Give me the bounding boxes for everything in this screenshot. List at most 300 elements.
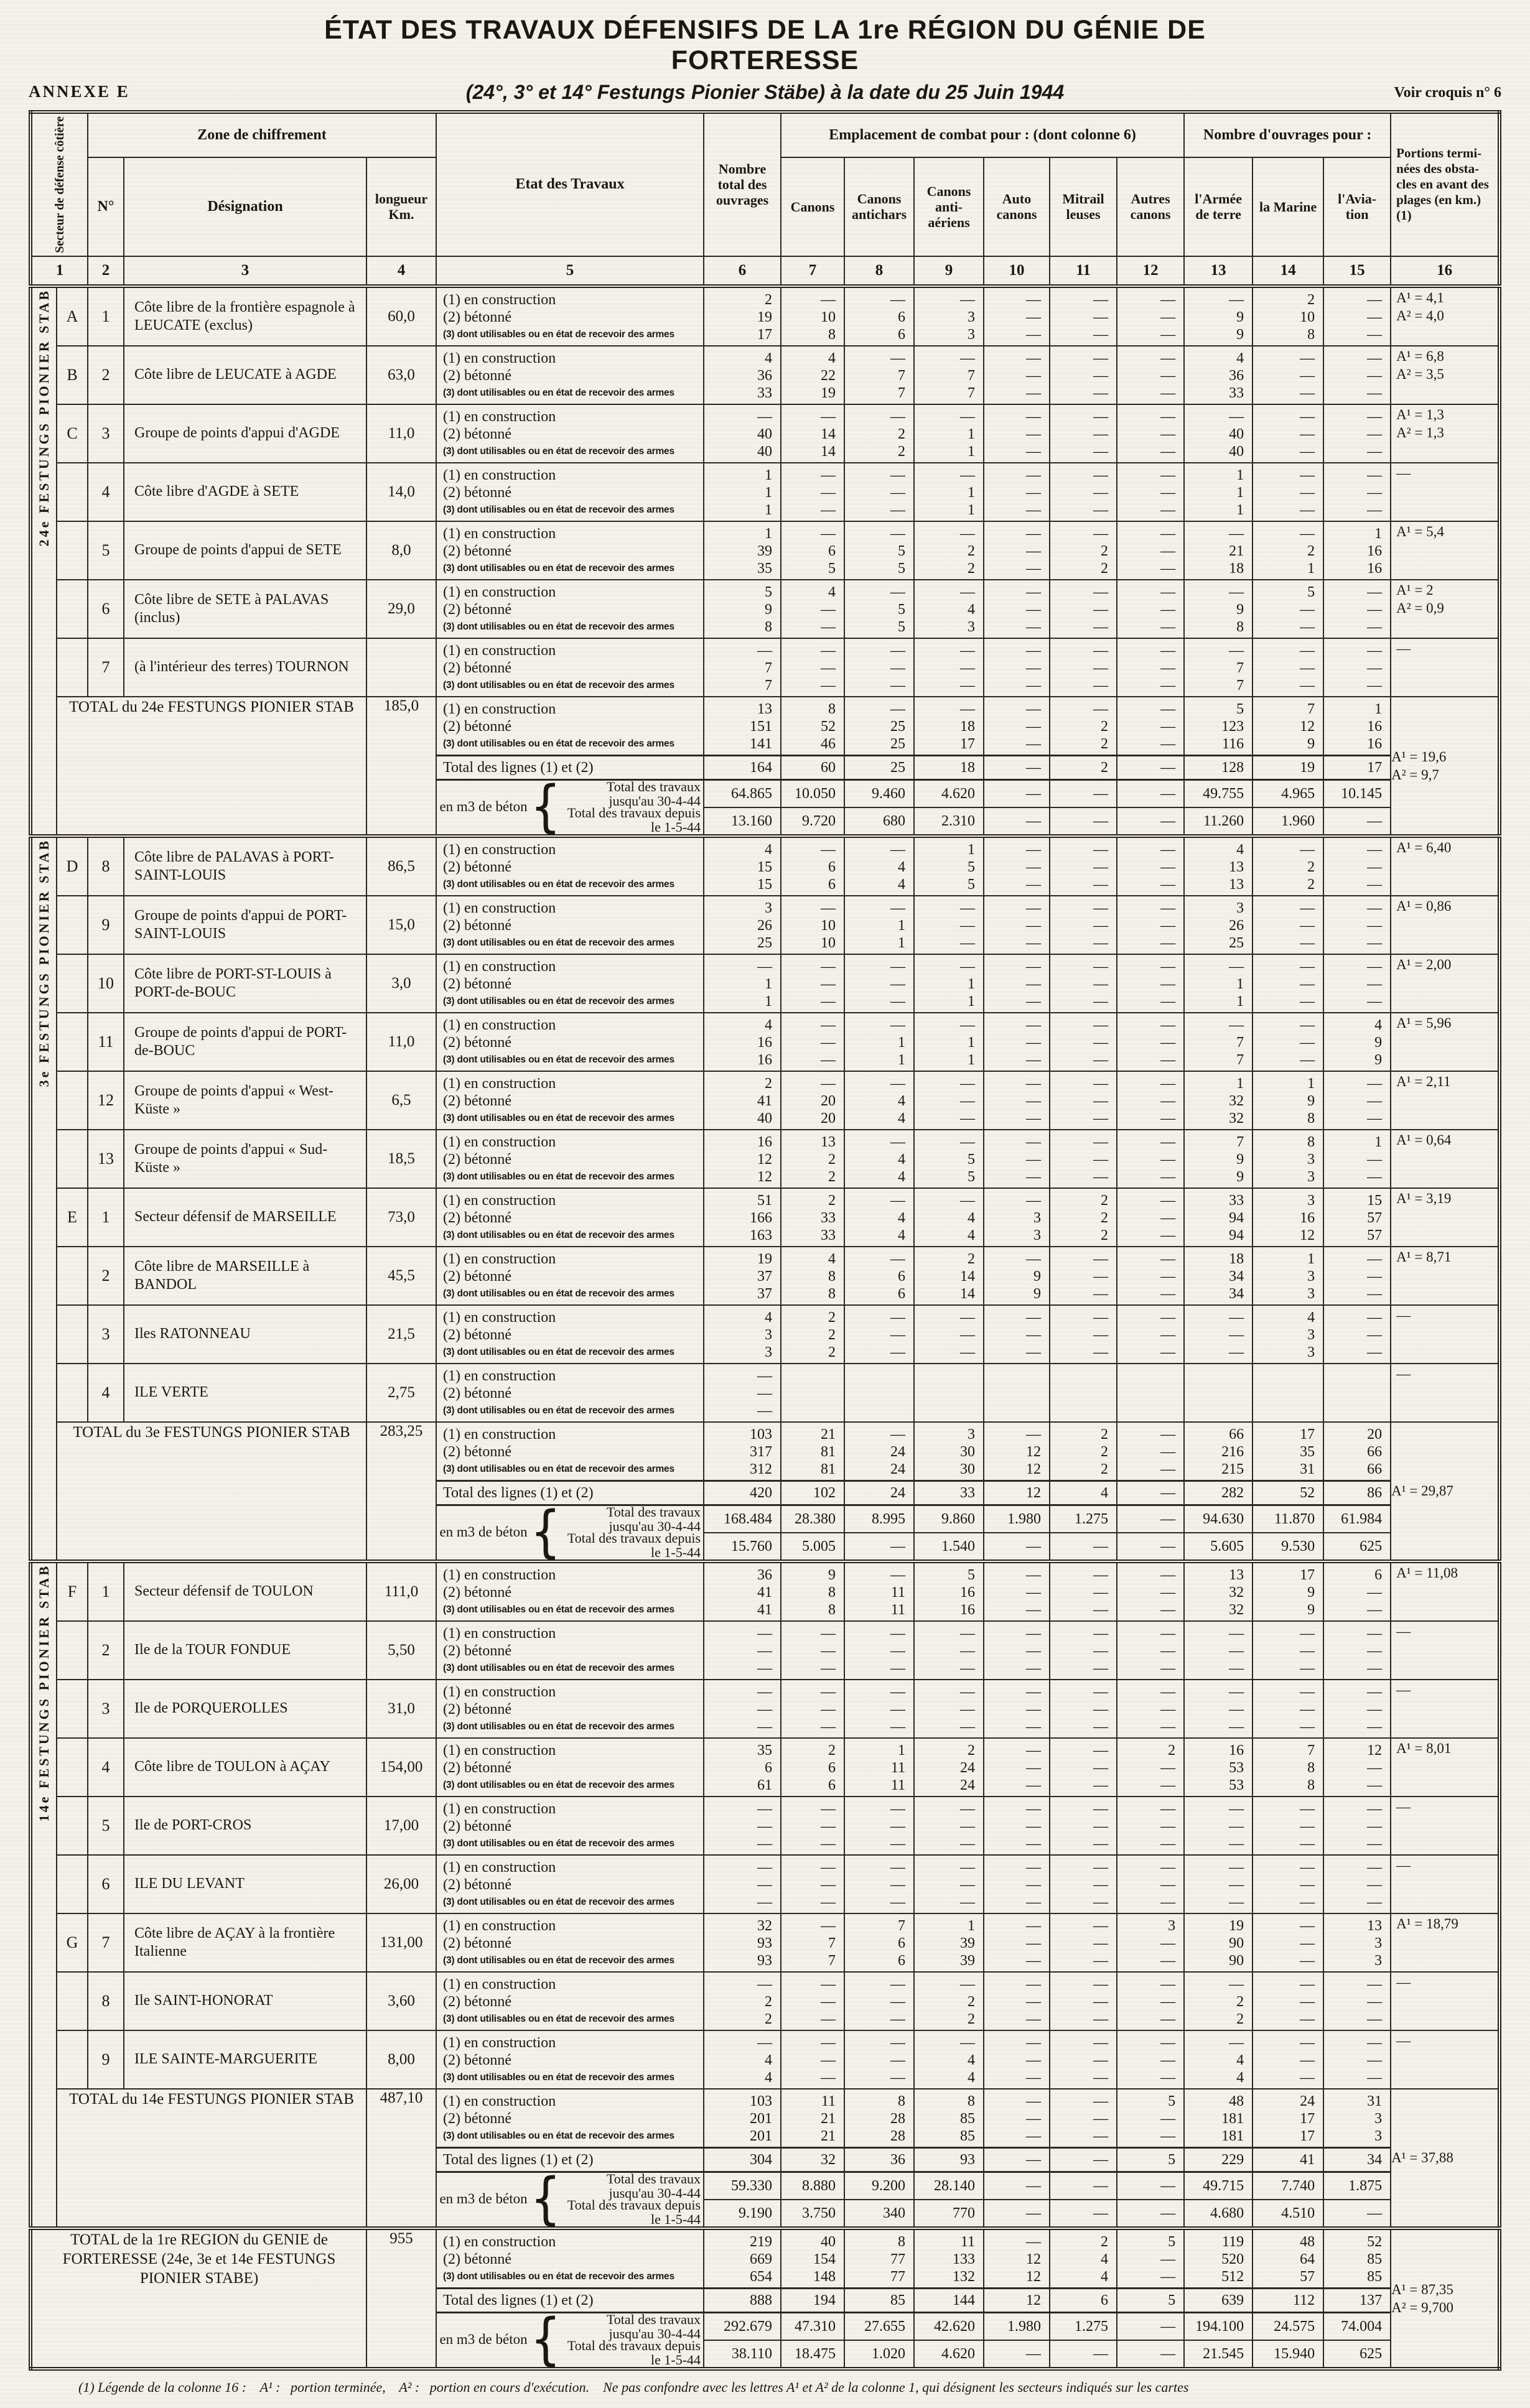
- value-cell: [1117, 1913, 1184, 1972]
- col-num-9: 9: [914, 256, 984, 286]
- m3-jusqu-value: 24.575: [1253, 2313, 1323, 2341]
- brace-icon: {: [530, 2167, 561, 2231]
- m3-depuis-value: 15.940: [1274, 2345, 1315, 2362]
- value: 1: [1374, 1133, 1383, 1150]
- value: 16: [1300, 1209, 1315, 1226]
- zone-row: [30, 1130, 1500, 1188]
- value: 166: [750, 1209, 773, 1226]
- value: —: [1160, 1660, 1176, 1676]
- value-cell: [1252, 1972, 1323, 2030]
- etat-line-betonne: (2) bétonné: [443, 1209, 511, 1226]
- value: 93: [757, 1952, 773, 1969]
- value: —: [1093, 467, 1109, 483]
- zone-length: [366, 638, 436, 697]
- m3-jusqu-value: —: [1117, 1506, 1183, 1533]
- value: —: [960, 1894, 976, 1910]
- header-canons: Canons: [781, 157, 844, 256]
- stab-label-cell: [30, 1561, 57, 2228]
- portions-cell: [1391, 580, 1500, 638]
- value: —: [960, 1876, 976, 1893]
- value: —: [1160, 1566, 1176, 1583]
- value: 154: [813, 2251, 836, 2267]
- value: —: [1160, 1461, 1176, 1477]
- value: —: [1093, 1993, 1109, 2010]
- value: —: [1229, 1818, 1244, 1834]
- value: —: [1026, 2011, 1042, 2027]
- m3-jusqu-value: 292.679: [704, 2313, 780, 2341]
- zone-number: 4: [88, 463, 124, 521]
- portion-value: A¹ = 37,88: [1391, 2150, 1453, 2166]
- m3-jusqu-value: 9.460: [845, 781, 913, 808]
- total-length: 185,0: [366, 697, 436, 836]
- value-cell: [1184, 1855, 1252, 1913]
- value: 3: [765, 1344, 773, 1360]
- etat-cell: [436, 521, 704, 580]
- value: —: [1026, 291, 1042, 308]
- total-row: [30, 2089, 1500, 2228]
- value: 36: [757, 1566, 773, 1583]
- value: 16: [1367, 542, 1383, 559]
- value: —: [1367, 2011, 1383, 2027]
- value: —: [1093, 1952, 1109, 1969]
- total-lignes-value: 34: [1324, 2147, 1390, 2173]
- value: —: [960, 1642, 976, 1659]
- value: 51: [757, 1192, 773, 1209]
- value-cell: [844, 1855, 914, 1913]
- m3-depuis-value: 3.750: [802, 2205, 836, 2221]
- m3-depuis-label: Total des travaux depuis le 1-5-44: [567, 2337, 701, 2368]
- value: 5: [968, 1168, 976, 1185]
- value-cell: [704, 580, 781, 638]
- value: —: [757, 1385, 773, 1402]
- value-cell: [914, 1013, 984, 1071]
- value: 15: [757, 876, 773, 893]
- sector-letter: [57, 638, 88, 697]
- total-value-cell: [844, 2228, 914, 2369]
- zone-row: [30, 1188, 1500, 1247]
- value: 12: [1026, 2251, 1042, 2267]
- portions-cell: [1391, 2089, 1500, 2228]
- value-cell: [1323, 954, 1391, 1013]
- value: —: [1229, 583, 1244, 600]
- value: 1: [765, 525, 773, 542]
- cell: [984, 2230, 1049, 2287]
- value: [1117, 1402, 1183, 1420]
- portions-cell: [1391, 2228, 1500, 2369]
- etat-line-betonne: (2) bétonné: [443, 1818, 511, 1834]
- stab-label: 14e FESTUNGS PIONIER STAB: [36, 1563, 52, 1822]
- portion-value: —: [1396, 1681, 1411, 1698]
- value: —: [960, 1859, 976, 1876]
- value: —: [757, 1718, 773, 1735]
- cell: [915, 1423, 983, 1480]
- m3-depuis-value: —: [1026, 812, 1042, 829]
- value-cell: [1323, 404, 1391, 463]
- value: [1185, 1402, 1252, 1420]
- total-lignes-value: 12: [984, 1480, 1049, 1506]
- m3-depuis-value: —: [1026, 1538, 1042, 1555]
- value: [1117, 1385, 1183, 1402]
- value: —: [821, 1818, 836, 1834]
- m3-jusqu-value: 8.880: [781, 2173, 844, 2200]
- value: 12: [1026, 1461, 1042, 1477]
- portion-value: A¹ = 0,64: [1396, 1132, 1452, 1148]
- cell: [1253, 2230, 1323, 2287]
- portions-cell: [1391, 954, 1500, 1013]
- value: 4: [968, 601, 976, 618]
- cell: [1050, 2090, 1116, 2147]
- portion-value: —: [1396, 2032, 1411, 2048]
- value: —: [890, 1133, 906, 1150]
- value: 12: [757, 1151, 773, 1168]
- zone-number: 4: [88, 1364, 124, 1422]
- value: —: [1093, 384, 1109, 401]
- etat-line-utilisables: (3) dont utilisables ou en état de recevoir des armes: [443, 1229, 674, 1240]
- value: —: [821, 1800, 836, 1817]
- portions-cell: [1391, 2030, 1500, 2089]
- total-lignes-value: 60: [781, 755, 844, 781]
- etat-line-betonne: (2) bétonné: [443, 1268, 511, 1285]
- value-cell: [1050, 1188, 1117, 1247]
- cell: [1050, 1423, 1116, 1480]
- value: 26: [757, 917, 773, 934]
- value: 1: [968, 1051, 976, 1068]
- m3-jusqu-value: 10.145: [1324, 781, 1390, 808]
- value: 12: [757, 1168, 773, 1185]
- value: —: [1367, 1835, 1383, 1852]
- value-cell: [914, 2030, 984, 2089]
- value: 36: [1229, 367, 1244, 384]
- value-cell: [781, 1305, 844, 1364]
- value-cell: [1252, 404, 1323, 463]
- portion-value: A¹ = 8,01: [1396, 1740, 1452, 1756]
- value-cell: [704, 1247, 781, 1305]
- cell: [704, 2090, 780, 2147]
- zone-number: 2: [88, 346, 124, 404]
- total-value-cell: [914, 1422, 984, 1561]
- value: —: [1093, 1075, 1109, 1092]
- value-cell: [914, 638, 984, 697]
- value: —: [960, 1625, 976, 1642]
- value: 3: [765, 1326, 773, 1343]
- value: —: [1093, 484, 1109, 501]
- value: [1185, 1367, 1252, 1385]
- value: —: [1367, 1701, 1383, 1718]
- zone-number: 8: [88, 1972, 124, 2030]
- value: 3: [1307, 1326, 1315, 1343]
- m3-jusqu-value: 49.755: [1185, 781, 1252, 808]
- value: 7: [968, 367, 976, 384]
- sector-letter: [57, 1621, 88, 1680]
- value: —: [1026, 1566, 1042, 1583]
- m3-depuis-value: 340: [883, 2205, 906, 2221]
- value: [781, 1367, 844, 1385]
- m3-jusqu-label: Total des travaux jusqu'au 30-4-44: [606, 1504, 701, 1534]
- zone-length: 14,0: [366, 463, 436, 521]
- value: 39: [960, 1952, 976, 1969]
- header-auto-canons: Auto canons: [984, 157, 1050, 256]
- value: —: [890, 700, 906, 717]
- value-cell: [1117, 1561, 1184, 1621]
- value: —: [1160, 1835, 1176, 1852]
- value: —: [1026, 1250, 1042, 1267]
- etat-line-betonne: (2) bétonné: [443, 659, 511, 676]
- etat-line-construction: (1) en construction: [443, 1367, 556, 1384]
- value: —: [1300, 975, 1315, 992]
- value-cell: [914, 1305, 984, 1364]
- value: 1: [968, 1917, 976, 1934]
- value: —: [1160, 601, 1176, 618]
- etat-line-utilisables: (3) dont utilisables ou en état de recevoir des armes: [443, 2130, 674, 2141]
- value: —: [1300, 2034, 1315, 2051]
- value-cell: [781, 1561, 844, 1621]
- value: —: [890, 291, 906, 308]
- value: —: [1300, 1917, 1315, 1934]
- value: —: [1160, 1976, 1176, 1992]
- value: —: [890, 408, 906, 425]
- value: —: [1026, 1800, 1042, 1817]
- value: —: [1160, 735, 1176, 752]
- value: 1: [765, 501, 773, 518]
- value: 9: [1307, 1601, 1315, 1618]
- value: 8: [828, 326, 836, 343]
- value-cell: [781, 1913, 844, 1972]
- value: —: [1026, 367, 1042, 384]
- stab-label-cell: [30, 286, 57, 836]
- value: 3: [1307, 1168, 1315, 1185]
- value: —: [1093, 1110, 1109, 1127]
- value-cell: [1050, 1305, 1117, 1364]
- value: 20: [821, 1110, 836, 1127]
- value: 19: [821, 384, 836, 401]
- value: 2: [765, 1075, 773, 1092]
- value: 520: [1221, 2251, 1244, 2267]
- value: —: [1093, 326, 1109, 343]
- value: —: [1093, 700, 1109, 717]
- etat-line-construction: (1) en construction: [443, 350, 556, 366]
- value-cell: [704, 346, 781, 404]
- zone-row: [30, 1621, 1500, 1680]
- value-cell: [984, 286, 1050, 346]
- value: —: [821, 1894, 836, 1910]
- value: —: [757, 1800, 773, 1817]
- m3-block: [437, 774, 703, 839]
- m3-depuis-value: 680: [883, 812, 906, 829]
- total-length: 955: [366, 2228, 436, 2369]
- value: 7: [898, 367, 906, 384]
- value: —: [890, 1660, 906, 1676]
- m3-jusqu-value: 94.630: [1185, 1506, 1252, 1533]
- zone-length: 8,00: [366, 2030, 436, 2089]
- value: 66: [1367, 1461, 1383, 1477]
- value-cell: [984, 521, 1050, 580]
- value: —: [1160, 958, 1176, 975]
- zone-designation: Ile SAINT-HONORAT: [124, 1972, 366, 2030]
- zone-designation: Côte libre de PALAVAS à PORT-SAINT-LOUIS: [124, 836, 366, 896]
- value: 1: [765, 975, 773, 992]
- value: —: [960, 1835, 976, 1852]
- value: —: [1229, 1625, 1244, 1642]
- value: —: [1093, 1894, 1109, 1910]
- sector-letter: [57, 1972, 88, 2030]
- portions-cell: [1391, 638, 1500, 697]
- m3-jusqu-label: Total des travaux jusqu'au 30-4-44: [606, 778, 701, 809]
- value: —: [1300, 1034, 1315, 1051]
- etat-line-betonne: (2) bétonné: [443, 2251, 511, 2267]
- portion-value: —: [1396, 1623, 1411, 1639]
- total-lignes-value: 164: [704, 755, 780, 781]
- header-nombre-ouvrages: Nombre total des ouvrages: [704, 112, 781, 256]
- value: 2: [1101, 560, 1109, 577]
- value: 219: [750, 2233, 773, 2250]
- value: —: [890, 525, 906, 542]
- value: —: [821, 1859, 836, 1876]
- value: —: [1093, 1625, 1109, 1642]
- value-cell: [1050, 1561, 1117, 1621]
- value: —: [890, 975, 906, 992]
- value: 4: [828, 583, 836, 600]
- total-value-cell: [844, 2089, 914, 2228]
- value: 13: [1229, 1566, 1244, 1583]
- value-cell: [1323, 346, 1391, 404]
- value: —: [1093, 583, 1109, 600]
- total-lignes-value: 5: [1117, 2287, 1183, 2313]
- value: 7: [1236, 1051, 1244, 1068]
- value: —: [1160, 2251, 1176, 2267]
- col-num-5: 5: [436, 256, 704, 286]
- value: 141: [750, 735, 773, 752]
- value-cell: [704, 954, 781, 1013]
- portion-value: —: [1396, 640, 1411, 656]
- m3-jusqu-value: 10.050: [781, 781, 844, 808]
- cell: [437, 2090, 703, 2147]
- m3-depuis-value: 9.190: [739, 2205, 773, 2221]
- value: —: [1026, 958, 1042, 975]
- value-cell: [914, 836, 984, 896]
- value: —: [1160, 501, 1176, 518]
- value: —: [1093, 1309, 1109, 1326]
- value: [1253, 1385, 1323, 1402]
- value: 2: [968, 1993, 976, 2010]
- m3-depuis-value: —: [1093, 1538, 1109, 1555]
- value-cell: [781, 580, 844, 638]
- value: 22: [821, 367, 836, 384]
- value: 48: [1229, 2093, 1244, 2109]
- value: —: [1026, 975, 1042, 992]
- zone-designation: Côte libre de PORT-ST-LOUIS à PORT-de-BOUC: [124, 954, 366, 1013]
- total-label-cell: [30, 2228, 366, 2369]
- value: —: [1300, 1818, 1315, 1834]
- value: 25: [890, 718, 906, 735]
- value: —: [821, 467, 836, 483]
- value: —: [1160, 1859, 1176, 1876]
- value-cell: [914, 1621, 984, 1680]
- value: 181: [1221, 2110, 1244, 2127]
- value: —: [1160, 2011, 1176, 2027]
- value-cell: [1323, 2030, 1391, 2089]
- col-num-14: 14: [1252, 256, 1323, 286]
- total-value-cell: [1050, 2228, 1117, 2369]
- etat-line-utilisables: (3) dont utilisables ou en état de recevoir des armes: [443, 328, 674, 340]
- m3-jusqu-value: 1.980: [984, 1506, 1049, 1533]
- value: —: [1093, 677, 1109, 694]
- value-cell: [914, 1972, 984, 2030]
- value: —: [1093, 291, 1109, 308]
- value: 5: [968, 876, 976, 893]
- zone-designation: Côte libre de TOULON à AÇAY: [124, 1738, 366, 1797]
- value: 654: [750, 2268, 773, 2285]
- zone-number: 2: [88, 1247, 124, 1305]
- value: —: [1229, 1344, 1244, 1360]
- value: —: [821, 2069, 836, 2086]
- portion-value: A¹ = 2,00: [1396, 956, 1452, 972]
- value: [1324, 1402, 1390, 1420]
- value: —: [1093, 1092, 1109, 1109]
- portion-value: A¹ = 6,8: [1396, 348, 1444, 364]
- etat-line-betonne: (2) bétonné: [443, 1642, 511, 1659]
- total-label-cell: [57, 697, 366, 836]
- value: —: [1093, 1584, 1109, 1601]
- value: 4: [898, 1092, 906, 1109]
- value: 7: [765, 659, 773, 676]
- value: 1: [898, 1034, 906, 1051]
- value: —: [757, 958, 773, 975]
- etat-cell: [436, 638, 704, 697]
- value: 19: [757, 1250, 773, 1267]
- value: 35: [1300, 1443, 1315, 1460]
- value: —: [1026, 1034, 1042, 1051]
- m3-jusqu-value: 27.655: [845, 2313, 913, 2341]
- value: —: [1367, 1151, 1383, 1168]
- cell: [561, 2313, 703, 2366]
- m3-depuis-value: 625: [1360, 2345, 1383, 2362]
- portions-cell: [1391, 1422, 1500, 1561]
- cell: [1050, 2230, 1116, 2287]
- value: —: [1300, 677, 1315, 694]
- value: —: [1093, 1168, 1109, 1185]
- value: —: [1026, 2069, 1042, 2086]
- etat-line-utilisables: (3) dont utilisables ou en état de recevoir des armes: [443, 2071, 674, 2083]
- value-cell: [781, 1188, 844, 1247]
- m3-depuis-value: 4.680: [1210, 2205, 1244, 2221]
- value: 12: [1300, 1227, 1315, 1244]
- cell: [781, 1423, 844, 1480]
- value: —: [1026, 1192, 1042, 1209]
- value: 21: [1229, 542, 1244, 559]
- value-cell: [844, 1680, 914, 1738]
- value: —: [1367, 1601, 1383, 1618]
- value-cell: [1184, 638, 1252, 697]
- zone-number: 6: [88, 1855, 124, 1913]
- value: —: [1093, 1034, 1109, 1051]
- value-cell: [844, 896, 914, 954]
- value-cell: [844, 1621, 914, 1680]
- zone-length: 17,00: [366, 1797, 436, 1855]
- value-cell: [1117, 580, 1184, 638]
- value: 33: [821, 1227, 836, 1244]
- m3-beton-label: en m3 de béton: [439, 2190, 528, 2206]
- portion-value: A¹ = 2,11: [1396, 1073, 1451, 1089]
- zone-length: 26,00: [366, 1855, 436, 1913]
- value: 11: [890, 1777, 906, 1793]
- value: —: [1229, 1642, 1244, 1659]
- header-designation: Désignation: [124, 157, 366, 256]
- value: —: [821, 1917, 836, 1934]
- value: 4: [898, 876, 906, 893]
- value: —: [960, 1016, 976, 1033]
- value: —: [1300, 934, 1315, 951]
- cell: [1253, 1423, 1323, 1480]
